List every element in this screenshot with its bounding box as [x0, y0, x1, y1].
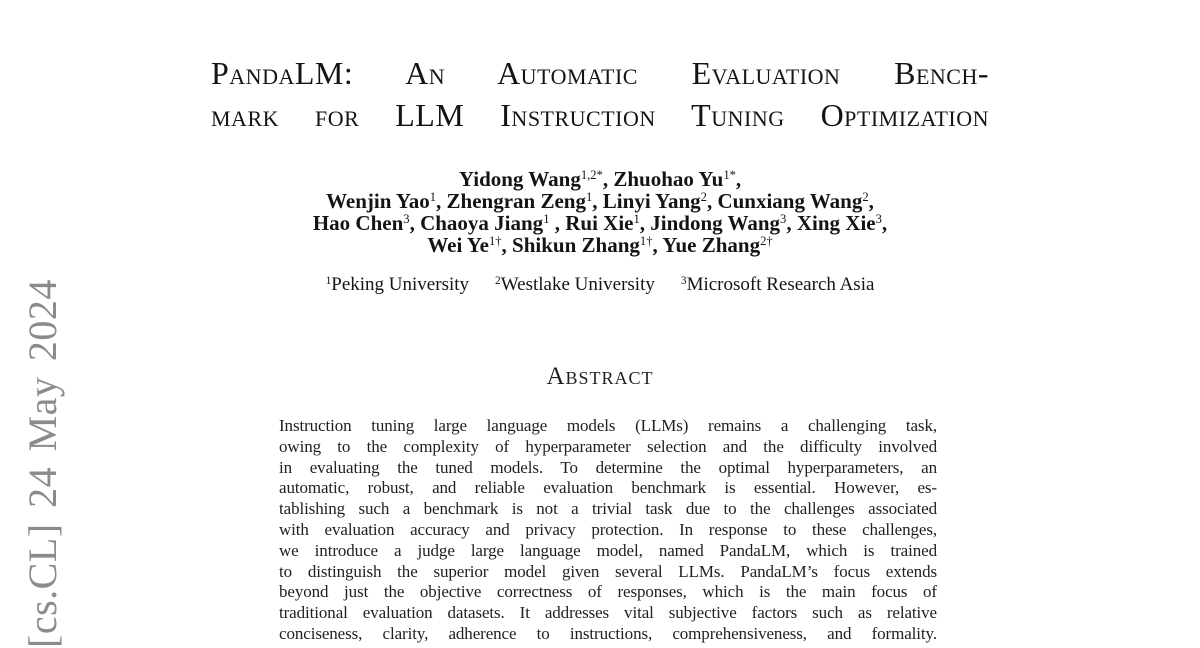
- author-name: Yidong Wang: [458, 167, 581, 191]
- author-sep: ,: [501, 233, 513, 257]
- author-name: Zhengran Zeng: [446, 189, 586, 213]
- author-sup: 1: [586, 190, 593, 205]
- author-sep: ,: [602, 167, 614, 191]
- author-name: Wenjin Yao: [326, 189, 430, 213]
- author-sup: 2†: [760, 234, 773, 249]
- author-name: Shikun Zhang: [512, 233, 640, 257]
- author-sep: ,: [549, 211, 566, 235]
- author-name: Yue Zhang: [662, 233, 761, 257]
- author-sup: 3: [875, 212, 882, 227]
- affiliations-row: [0, 274, 1200, 296]
- affiliation-item: [326, 274, 469, 296]
- author-sep: ,: [409, 211, 421, 235]
- author-sup: 2: [862, 190, 869, 205]
- author-sup: 1†: [488, 234, 502, 249]
- arxiv-stamp: [cs.CL] 24 May 2024: [20, 279, 65, 648]
- abstract-line: beyond just the objective correctness of responses, which is the main focus of: [279, 582, 937, 602]
- author-sup: 1,2*: [580, 168, 603, 183]
- author-sup: 3: [403, 212, 410, 227]
- affiliation-name: Peking University: [331, 274, 470, 295]
- author: [447, 189, 603, 213]
- author: [459, 167, 614, 191]
- affiliation-sup: 3: [680, 274, 687, 287]
- abstract-line: Instruction tuning large language models (LLMs) remains a challenging task,: [279, 416, 937, 435]
- author-line-3: [0, 212, 1200, 234]
- author-line-4: [0, 234, 1200, 256]
- author-sup: 1: [543, 212, 550, 227]
- author-name: Hao Chen: [312, 211, 404, 235]
- author-sup: 1*: [723, 168, 736, 183]
- abstract-line: tablishing such a benchmark is not a trivial task due to the challenges associated: [279, 499, 937, 519]
- author-sup: 1: [633, 212, 640, 227]
- author-name: Wei Ye: [427, 233, 489, 257]
- author-sep: ,: [436, 189, 447, 213]
- affiliation-sup: 1: [325, 274, 332, 287]
- author: [427, 233, 512, 257]
- author-line-2: [0, 190, 1200, 212]
- author: [565, 211, 650, 235]
- abstract-line: conciseness, clarity, adherence to instructions, comprehensiveness, and formality.: [279, 623, 937, 643]
- author-sep: ,: [786, 211, 797, 235]
- abstract-line: automatic, robust, and reliable evaluation benchmark is essential. However, es-: [279, 478, 937, 498]
- author: [313, 211, 420, 235]
- paper-title: [211, 52, 989, 136]
- affiliation-name: Microsoft Research Asia: [686, 274, 875, 295]
- author-sup: 1: [429, 190, 437, 205]
- abstract-line: owing to the complexity of hyperparameter selection and the difficulty involved: [279, 436, 937, 456]
- authors-block: [0, 168, 1200, 256]
- author-sep: ,: [735, 167, 742, 191]
- author-sep: ,: [881, 211, 888, 235]
- author-name: Rui Xie: [565, 211, 634, 235]
- title-line-2: mark for LLM Instruction Tuning Optimization: [211, 97, 989, 133]
- author-sep: ,: [652, 233, 663, 257]
- author: [717, 189, 873, 213]
- author: [613, 167, 741, 191]
- abstract-body: [279, 416, 937, 645]
- abstract-line: we introduce a judge large language model, named PandaLM, which is trained: [279, 540, 937, 560]
- author-sup: 3: [780, 212, 787, 227]
- affiliation-item: [681, 274, 875, 296]
- author-name: Chaoya Jiang: [420, 211, 544, 235]
- title-line-1: PandaLM: An Automatic Evaluation Bench-: [211, 55, 989, 91]
- abstract-line: with evaluation accuracy and privacy protection. In response to these challenges,: [279, 519, 937, 539]
- author-sep: ,: [868, 189, 874, 213]
- author-sep: ,: [706, 189, 718, 213]
- author: [420, 211, 565, 235]
- author-name: Cunxiang Wang: [717, 189, 863, 213]
- author-sep: ,: [639, 211, 651, 235]
- author: [650, 211, 797, 235]
- author-sep: ,: [592, 189, 603, 213]
- affiliation-sup: 2: [495, 274, 501, 287]
- author-sup: 1†: [639, 234, 653, 249]
- abstract-line: in evaluating the tuned models. To determine the optimal hyperparameters, an: [279, 457, 937, 477]
- abstract-line: traditional evaluation datasets. It addresses vital subjective factors such as relative: [279, 603, 937, 623]
- author: [326, 189, 446, 213]
- author-name: Linyi Yang: [602, 189, 701, 213]
- author-name: Xing Xie: [796, 211, 876, 235]
- affiliation-item: [495, 274, 655, 296]
- author: [512, 233, 662, 257]
- author-name: Zhuohao Yu: [613, 167, 724, 191]
- author: [797, 211, 887, 235]
- author-line-1: [0, 168, 1200, 190]
- author-sup: 2: [700, 190, 707, 205]
- author: [603, 189, 718, 213]
- abstract-heading: Abstract: [546, 363, 654, 390]
- author-name: Jindong Wang: [650, 211, 781, 235]
- abstract-line: to distinguish the superior model given several LLMs. PandaLM’s focus extends: [279, 561, 937, 581]
- affiliation-name: Westlake University: [500, 274, 655, 295]
- author: [662, 233, 772, 257]
